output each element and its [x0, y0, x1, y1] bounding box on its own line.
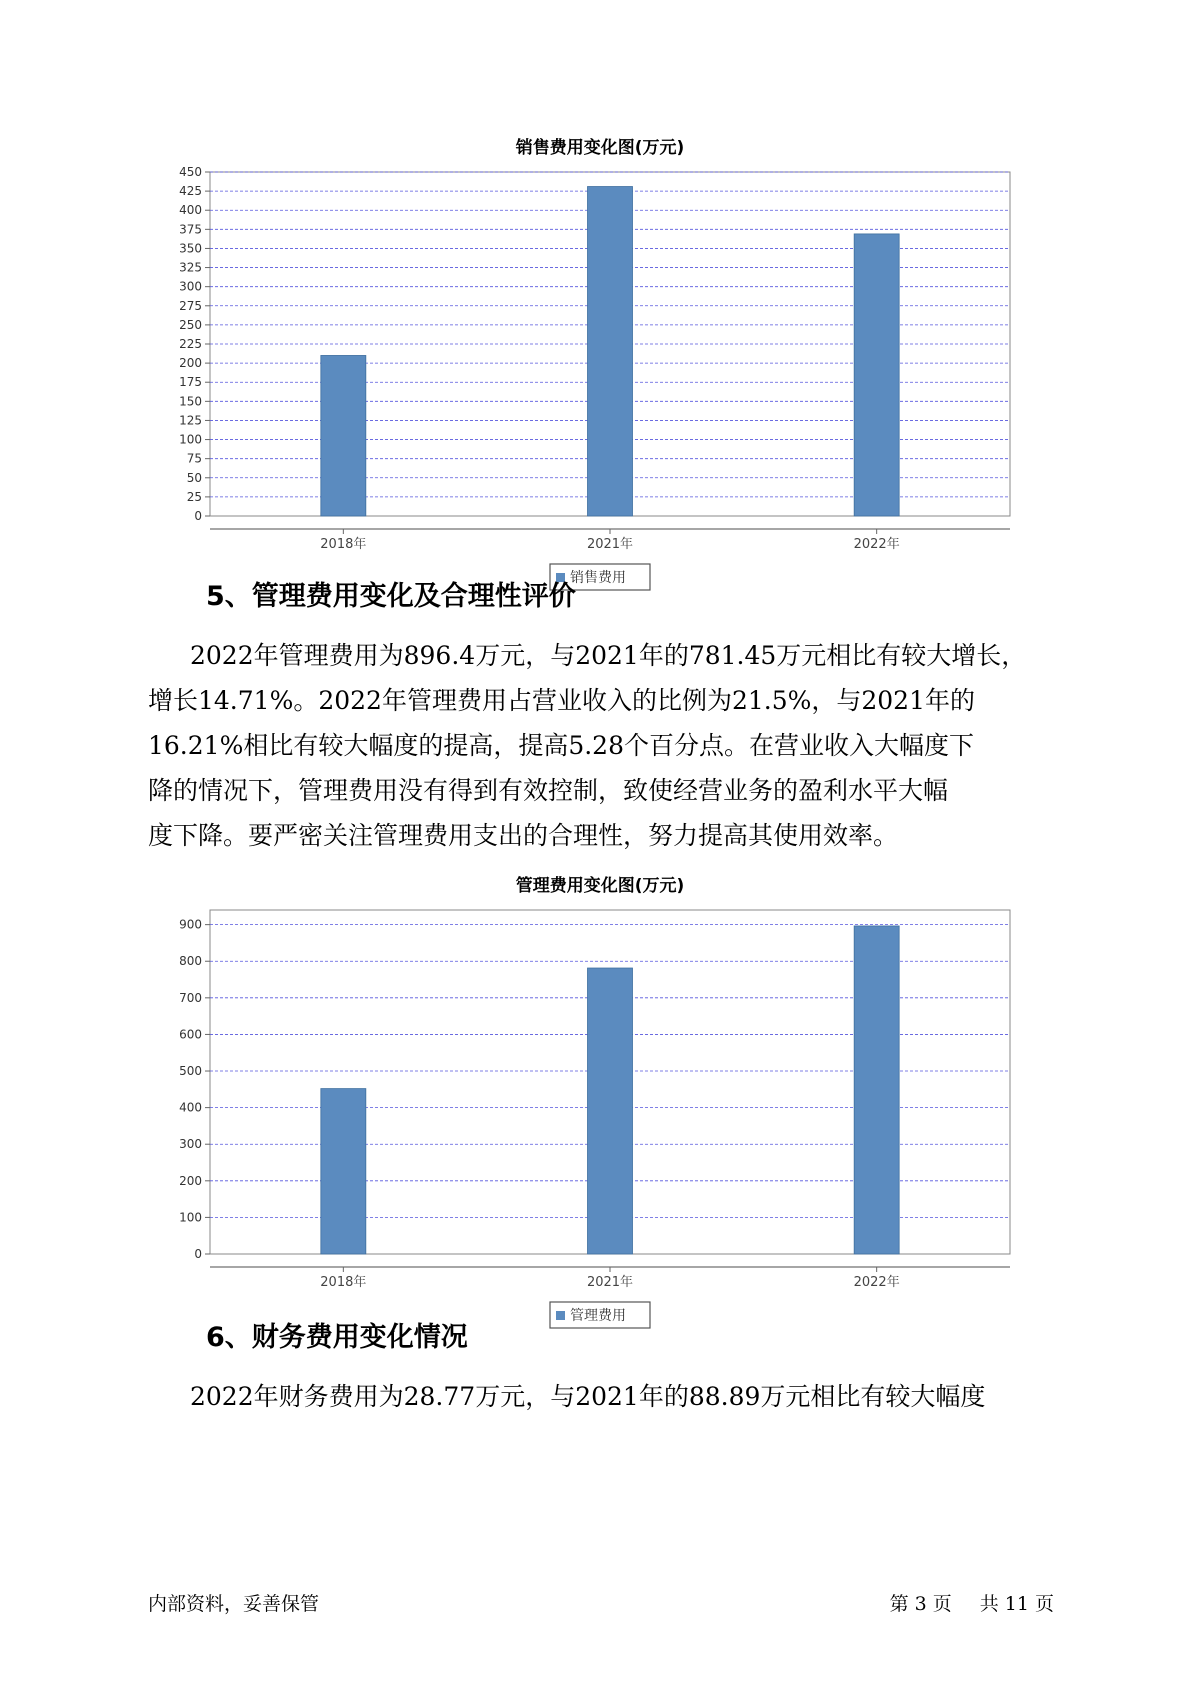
- total-pages: 11: [1004, 1593, 1029, 1615]
- footer-page-number: [884, 1589, 1054, 1616]
- x-tick-label: 2022年: [853, 1275, 900, 1290]
- y-tick-label: 400: [179, 203, 202, 218]
- x-tick-label: 2021年: [586, 537, 634, 552]
- y-tick-label: 500: [179, 1064, 202, 1079]
- y-tick-label: 200: [179, 1173, 202, 1188]
- x-tick-label: 2021年: [586, 1275, 634, 1290]
- y-tick-label: 225: [179, 337, 202, 351]
- y-tick-label: 275: [179, 298, 202, 313]
- admin-expense-chart: [150, 898, 1050, 1324]
- paragraph-line: 16.21%相比有较大幅度的提高，提高5.28个百分点。在营业收入大幅度下: [148, 731, 974, 760]
- y-tick-label: 25: [186, 489, 202, 504]
- total-prefix: 共: [979, 1593, 999, 1615]
- x-tick-label: 2018年: [320, 1275, 367, 1290]
- legend-label: 管理费用: [570, 1308, 626, 1324]
- bar: [321, 1089, 366, 1254]
- y-tick-label: 200: [179, 356, 202, 371]
- y-tick-label: 300: [179, 1137, 202, 1152]
- y-tick-label: 600: [179, 1027, 202, 1042]
- paragraph-line: 增长14.71%。2022年管理费用占营业收入的比例为21.5%，与2021年的: [148, 686, 975, 715]
- y-tick-label: 250: [179, 317, 202, 332]
- y-tick-label: 900: [179, 917, 202, 932]
- bar: [854, 234, 899, 516]
- y-tick-label: 700: [179, 990, 202, 1005]
- bar: [588, 187, 633, 516]
- paragraph-line: 2022年财务费用为28.77万元，与2021年的88.89万元相比有较大幅度: [190, 1382, 986, 1411]
- y-tick-label: 125: [179, 413, 202, 428]
- paragraph-line: 度下降。要严密关注管理费用支出的合理性，努力提高其使用效率。: [148, 821, 899, 850]
- x-tick-label: 2018年: [320, 537, 367, 552]
- page-current: 3: [914, 1593, 927, 1615]
- legend-label: 销售费用: [570, 570, 626, 586]
- section-5-paragraph: [148, 633, 1088, 858]
- legend-swatch: [556, 1311, 565, 1320]
- y-tick-label: 300: [179, 279, 202, 294]
- chart-title: 销售费用变化图(万元): [515, 138, 685, 158]
- y-tick-label: 325: [179, 260, 202, 275]
- y-tick-label: 425: [179, 184, 202, 199]
- section-6-paragraph: [148, 1374, 1088, 1419]
- bar: [321, 355, 366, 516]
- total-suffix: 页: [1034, 1593, 1054, 1615]
- y-tick-label: 350: [179, 241, 202, 256]
- bar: [854, 926, 899, 1254]
- page-prefix: 第: [889, 1593, 909, 1615]
- y-tick-label: 450: [179, 165, 202, 179]
- x-tick-label: 2022年: [853, 537, 900, 552]
- y-tick-label: 175: [179, 375, 202, 390]
- section-5-heading: 5、管理费用变化及合理性评价: [206, 581, 576, 612]
- paragraph-line: 降的情况下，管理费用没有得到有效控制，致使经营业务的盈利水平大幅: [148, 776, 949, 805]
- y-tick-label: 100: [179, 432, 202, 447]
- page-suffix: 页: [932, 1593, 952, 1615]
- sales-expense-chart: [150, 160, 1050, 586]
- section-6-heading: 6、财务费用变化情况: [206, 1322, 468, 1353]
- y-tick-label: 75: [186, 451, 202, 466]
- y-tick-label: 400: [179, 1100, 202, 1115]
- paragraph-line: 2022年管理费用为896.4万元，与2021年的781.45万元相比有较大增长，: [190, 641, 1027, 670]
- y-tick-label: 800: [179, 954, 202, 969]
- footer-confidential-note: 内部资料，妥善保管: [148, 1593, 320, 1615]
- y-tick-label: 0: [194, 509, 202, 523]
- y-tick-label: 150: [179, 394, 202, 409]
- y-tick-label: 100: [179, 1210, 202, 1225]
- bar: [588, 968, 633, 1254]
- y-tick-label: 0: [194, 1247, 202, 1261]
- chart-title: 管理费用变化图(万元): [515, 876, 685, 896]
- y-tick-label: 50: [186, 470, 202, 485]
- y-tick-label: 375: [179, 222, 202, 237]
